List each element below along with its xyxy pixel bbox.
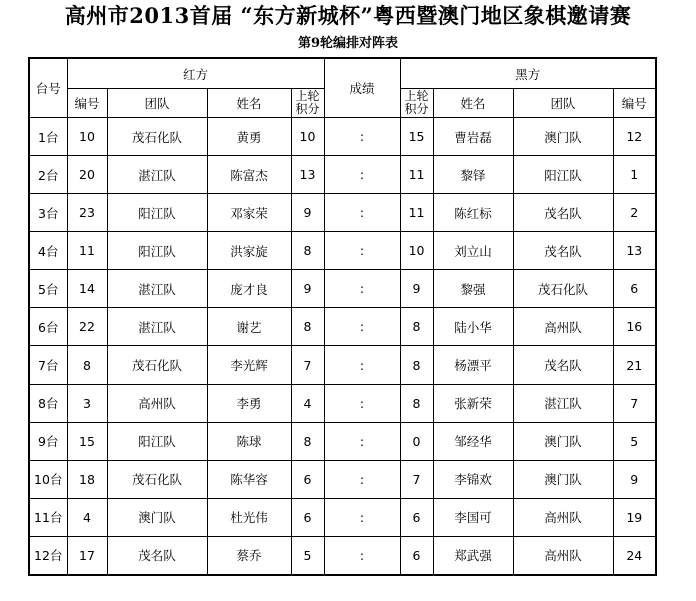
red-name-header: 姓名 [207, 89, 291, 118]
red-name-cell: 陈球 [207, 422, 291, 460]
result-cell: : [324, 232, 400, 270]
result-cell: : [324, 118, 400, 156]
result-cell: : [324, 536, 400, 575]
red-team-cell: 茂石化队 [107, 118, 207, 156]
black-number-cell: 6 [613, 270, 656, 308]
black-number-cell: 1 [613, 156, 656, 194]
page-title: 高州市2013首届 “东方新城杯”粤西暨澳门地区象棋邀请赛 [64, 3, 632, 28]
black-name-cell: 黎铎 [433, 156, 513, 194]
red-prev-points-cell: 9 [291, 270, 324, 308]
black-team-cell: 澳门队 [513, 460, 613, 498]
red-number-cell: 20 [67, 156, 107, 194]
black-prev-points-cell: 11 [400, 156, 433, 194]
red-prev-points-cell: 13 [291, 156, 324, 194]
red-team-cell: 湛江队 [107, 270, 207, 308]
black-name-cell: 陆小华 [433, 308, 513, 346]
black-number-cell: 2 [613, 194, 656, 232]
red-prev-points-cell: 4 [291, 384, 324, 422]
black-team-cell: 湛江队 [513, 384, 613, 422]
black-number-cell: 21 [613, 346, 656, 384]
table-no-cell: 1台 [29, 118, 67, 156]
prev-points-line2: 积分 [295, 102, 320, 117]
red-team-cell: 高州队 [107, 384, 207, 422]
black-prev-points-cell: 11 [400, 194, 433, 232]
red-prev-points-cell: 8 [291, 232, 324, 270]
result-header: 成绩 [324, 58, 400, 118]
black-number-cell: 12 [613, 118, 656, 156]
red-number-cell: 8 [67, 346, 107, 384]
red-name-cell: 黄勇 [207, 118, 291, 156]
black-team-cell: 澳门队 [513, 118, 613, 156]
red-number-cell: 23 [67, 194, 107, 232]
pairing-table [28, 57, 657, 576]
table-no-cell: 7台 [29, 346, 67, 384]
table-no-cell: 6台 [29, 308, 67, 346]
table-no-cell: 10台 [29, 460, 67, 498]
red-number-cell: 3 [67, 384, 107, 422]
red-name-cell: 陈富杰 [207, 156, 291, 194]
table-no-cell: 4台 [29, 232, 67, 270]
red-prev-points-cell: 5 [291, 536, 324, 575]
red-team-cell: 湛江队 [107, 308, 207, 346]
red-number-cell: 18 [67, 460, 107, 498]
red-name-cell: 杜光伟 [207, 498, 291, 536]
black-team-cell: 茂石化队 [513, 270, 613, 308]
prev-points-line1: 上轮 [404, 89, 429, 104]
black-number-cell: 13 [613, 232, 656, 270]
black-name-cell: 杨漂平 [433, 346, 513, 384]
result-cell: : [324, 270, 400, 308]
red-team-cell: 茂石化队 [107, 460, 207, 498]
red-team-cell: 湛江队 [107, 156, 207, 194]
result-cell: : [324, 346, 400, 384]
black-name-cell: 刘立山 [433, 232, 513, 270]
table-row [29, 194, 656, 232]
red-number-cell: 14 [67, 270, 107, 308]
red-prev-points-cell: 6 [291, 460, 324, 498]
result-cell: : [324, 194, 400, 232]
table-no-cell: 2台 [29, 156, 67, 194]
red-team-cell: 阳江队 [107, 194, 207, 232]
red-name-cell: 陈华容 [207, 460, 291, 498]
table-row [29, 118, 656, 156]
header-row-top [29, 58, 656, 89]
black-team-cell: 阳江队 [513, 156, 613, 194]
prev-points-line2: 积分 [404, 102, 429, 117]
table-row [29, 346, 656, 384]
result-cell: : [324, 384, 400, 422]
red-team-cell: 茂石化队 [107, 346, 207, 384]
black-name-header: 姓名 [433, 89, 513, 118]
black-prev-points-cell: 8 [400, 346, 433, 384]
red-side-header: 红方 [67, 58, 324, 89]
black-name-cell: 邹经华 [433, 422, 513, 460]
red-prev-points-header [291, 89, 324, 118]
red-prev-points-cell: 7 [291, 346, 324, 384]
black-name-cell: 陈红标 [433, 194, 513, 232]
red-name-cell: 庞才良 [207, 270, 291, 308]
black-number-cell: 9 [613, 460, 656, 498]
table-no-cell: 8台 [29, 384, 67, 422]
black-name-cell: 郑武强 [433, 536, 513, 575]
table-no-cell: 11台 [29, 498, 67, 536]
table-row [29, 156, 656, 194]
black-name-cell: 张新荣 [433, 384, 513, 422]
page-subtitle: 第9轮编排对阵表 [297, 36, 399, 51]
table-no-header: 台号 [29, 58, 67, 118]
red-prev-points-cell: 10 [291, 118, 324, 156]
result-cell: : [324, 498, 400, 536]
table-no-cell: 5台 [29, 270, 67, 308]
result-cell: : [324, 422, 400, 460]
red-team-cell: 澳门队 [107, 498, 207, 536]
prev-points-line1: 上轮 [295, 89, 320, 104]
red-prev-points-cell: 8 [291, 422, 324, 460]
table-row [29, 422, 656, 460]
black-prev-points-cell: 10 [400, 232, 433, 270]
black-team-header: 团队 [513, 89, 613, 118]
black-team-cell: 澳门队 [513, 422, 613, 460]
red-prev-points-cell: 6 [291, 498, 324, 536]
red-number-cell: 22 [67, 308, 107, 346]
red-number-cell: 4 [67, 498, 107, 536]
black-number-cell: 24 [613, 536, 656, 575]
table-row [29, 536, 656, 575]
result-cell: : [324, 156, 400, 194]
black-prev-points-cell: 6 [400, 536, 433, 575]
black-prev-points-cell: 15 [400, 118, 433, 156]
red-number-header: 编号 [67, 89, 107, 118]
table-row [29, 498, 656, 536]
red-team-cell: 阳江队 [107, 232, 207, 270]
black-prev-points-cell: 0 [400, 422, 433, 460]
black-prev-points-cell: 8 [400, 384, 433, 422]
table-no-cell: 3台 [29, 194, 67, 232]
red-number-cell: 17 [67, 536, 107, 575]
red-number-cell: 11 [67, 232, 107, 270]
red-prev-points-cell: 8 [291, 308, 324, 346]
red-name-cell: 李光辉 [207, 346, 291, 384]
black-team-cell: 高州队 [513, 498, 613, 536]
red-number-cell: 15 [67, 422, 107, 460]
red-name-cell: 李勇 [207, 384, 291, 422]
black-number-cell: 7 [613, 384, 656, 422]
red-team-cell: 阳江队 [107, 422, 207, 460]
black-prev-points-cell: 9 [400, 270, 433, 308]
black-team-cell: 茂名队 [513, 232, 613, 270]
table-no-cell: 9台 [29, 422, 67, 460]
black-prev-points-cell: 7 [400, 460, 433, 498]
red-team-cell: 茂名队 [107, 536, 207, 575]
red-number-cell: 10 [67, 118, 107, 156]
black-number-cell: 16 [613, 308, 656, 346]
table-row [29, 460, 656, 498]
table-no-cell: 12台 [29, 536, 67, 575]
red-name-cell: 邓家荣 [207, 194, 291, 232]
table-row [29, 270, 656, 308]
red-name-cell: 蔡乔 [207, 536, 291, 575]
table-row [29, 232, 656, 270]
black-team-cell: 茂名队 [513, 346, 613, 384]
black-number-cell: 5 [613, 422, 656, 460]
black-name-cell: 李国可 [433, 498, 513, 536]
result-cell: : [324, 460, 400, 498]
table-row [29, 308, 656, 346]
red-name-cell: 谢艺 [207, 308, 291, 346]
table-row [29, 384, 656, 422]
black-number-header: 编号 [613, 89, 656, 118]
black-name-cell: 黎强 [433, 270, 513, 308]
black-number-cell: 19 [613, 498, 656, 536]
black-name-cell: 李锦欢 [433, 460, 513, 498]
black-team-cell: 茂名队 [513, 194, 613, 232]
black-prev-points-header [400, 89, 433, 118]
black-name-cell: 曹岩磊 [433, 118, 513, 156]
black-prev-points-cell: 8 [400, 308, 433, 346]
black-prev-points-cell: 6 [400, 498, 433, 536]
red-prev-points-cell: 9 [291, 194, 324, 232]
black-team-cell: 高州队 [513, 308, 613, 346]
red-team-header: 团队 [107, 89, 207, 118]
result-cell: : [324, 308, 400, 346]
black-team-cell: 高州队 [513, 536, 613, 575]
black-side-header: 黑方 [400, 58, 656, 89]
red-name-cell: 洪家旋 [207, 232, 291, 270]
